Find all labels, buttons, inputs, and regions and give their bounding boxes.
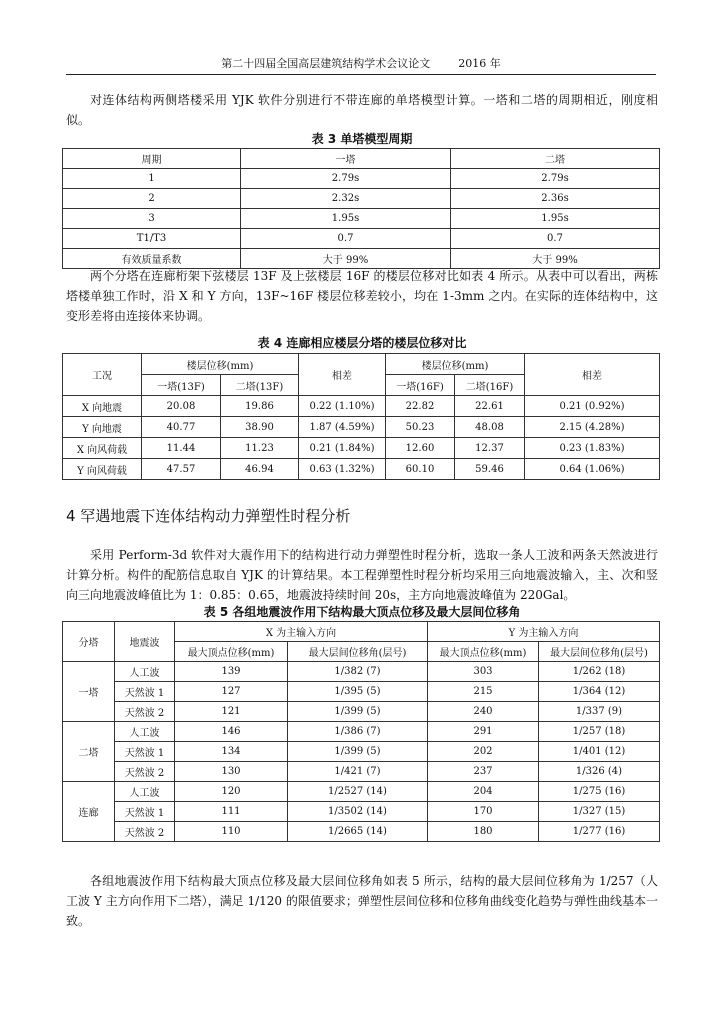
table-cell: 50.23 [386,417,455,438]
table-header-row [63,149,660,169]
table-cell: 0.7 [241,229,451,249]
running-header [66,56,656,75]
table4-caption: 表 4 连廊相应楼层分塔的楼层位移对比 [257,336,467,350]
table-cell: 139 [175,662,288,682]
table-header-cell: 一塔(16F) [386,375,455,396]
table-header-cell: 最大顶点位移(mm) [428,642,539,662]
table5 [62,621,660,842]
table-header-cell: 最大层间位移角(层号) [288,642,428,662]
table-header-cell: 二塔(13F) [221,375,299,396]
table-cell: 1/2665 (14) [288,822,428,842]
table-row [63,229,660,249]
table-row [63,209,660,229]
table-cell: 2.36s [451,189,660,209]
table-cell: 47.57 [142,459,221,480]
table-cell: 237 [428,762,539,782]
table-cell: 12.60 [386,438,455,459]
table-cell: 人工波 [115,782,175,802]
table-cell: T1/T3 [63,229,241,249]
table3 [62,148,660,269]
table-row [63,459,660,480]
table-cell: 110 [175,822,288,842]
table-cell: 天然波 1 [115,742,175,762]
table-cell: 2.32s [241,189,451,209]
table-cell: 1/401 (12) [539,742,660,762]
table-cell: 天然波 2 [115,702,175,722]
table-cell: 1/262 (18) [539,662,660,682]
table-cell: 1/277 (16) [539,822,660,842]
table-cell: 40.77 [142,417,221,438]
table-cell: 大于 99% [241,249,451,269]
table-cell: 0.21 (1.84%) [299,438,386,459]
table-row [63,762,660,782]
table-header-row [63,354,660,375]
table-cell: 天然波 2 [115,762,175,782]
table-cell: 天然波 1 [115,802,175,822]
table-cell: 1/326 (4) [539,762,660,782]
table-cell: 1 [63,169,241,189]
table-row [63,438,660,459]
table-cell: Y 向地震 [63,417,142,438]
table-cell: 180 [428,822,539,842]
table-cell: 0.63 (1.32%) [299,459,386,480]
table-header-cell: 地震波 [115,622,175,662]
paragraph-1: 对连体结构两侧塔楼采用 YJK 软件分别进行不带连廊的单塔模型计算。一塔和二塔的周期相近，刚度相似。 [66,93,658,127]
table-cell: 215 [428,682,539,702]
table-cell: 20.08 [142,396,221,417]
table-cell: 人工波 [115,722,175,742]
table-header-cell: 相差 [525,354,660,396]
table-cell: 130 [175,762,288,782]
table-cell: 人工波 [115,662,175,682]
table-header-cell: 工况 [63,354,142,396]
table-cell: 291 [428,722,539,742]
section-heading: 4 罕遇地震下连体结构动力弹塑性时程分析 [66,507,351,525]
table-row [63,742,660,762]
table-cell: 303 [428,662,539,682]
table-cell: 1/257 (18) [539,722,660,742]
table-header-row [63,622,660,642]
table-cell: 1/337 (9) [539,702,660,722]
table-header-cell: 楼层位移(mm) [142,354,299,375]
table-row [63,802,660,822]
table-cell: 1/275 (16) [539,782,660,802]
table-header-cell: 分塔 [63,622,115,662]
table-cell: 1.95s [451,209,660,229]
table-header-cell: 二塔(16F) [455,375,525,396]
table-cell: 2.79s [451,169,660,189]
table-cell: 0.21 (0.92%) [525,396,660,417]
table-cell: 204 [428,782,539,802]
table-cell: X 向风荷载 [63,438,142,459]
table-cell: 1/399 (5) [288,702,428,722]
table-header-cell: Y 为主输入方向 [428,622,660,642]
table-cell: 1/399 (5) [288,742,428,762]
table-cell: 146 [175,722,288,742]
table-cell: Y 向风荷载 [63,459,142,480]
table-cell: 38.90 [221,417,299,438]
table-cell: 170 [428,802,539,822]
table-row [63,782,660,802]
table-cell: 3 [63,209,241,229]
table-cell: 240 [428,702,539,722]
table-row [63,662,660,682]
header-title: 第二十四届全国高层建筑结构学术会议论文 [221,57,431,70]
table-cell: 1/395 (5) [288,682,428,702]
table-cell: 127 [175,682,288,702]
table-cell: 大于 99% [451,249,660,269]
table3-caption: 表 3 单塔模型周期 [311,132,413,146]
table-cell: 11.23 [221,438,299,459]
table-cell: 1/386 (7) [288,722,428,742]
table-cell: 有效质量系数 [63,249,241,269]
paragraph-3: 采用 Perform-3d 软件对大震作用下的结构进行动力弹塑性时程分析，选取一条人工波和两条天然波进行计算分析。构件的配筋信息取自 YJK 的计算结果。本工程弹塑性时程分析均采用三向地震波输入，主、次和竖向三向地震波峰值比为 1：0.85：0.65，地震波持续时间 20s，主方向地震波峰值为 220Gal。 [66,548,658,602]
table-cell: 120 [175,782,288,802]
table-cell: 48.08 [455,417,525,438]
table-cell: 111 [175,802,288,822]
table-cell: 1/382 (7) [288,662,428,682]
table-cell: 0.7 [451,229,660,249]
table-header-cell: 二塔 [451,149,660,169]
table5-caption: 表 5 各组地震波作用下结构最大顶点位移及最大层间位移角 [203,605,521,619]
table-header-cell: 一塔(13F) [142,375,221,396]
table-cell: 11.44 [142,438,221,459]
table-cell: 2.79s [241,169,451,189]
group-cell: 一塔 [63,662,115,722]
table-row [63,722,660,742]
table-row [63,169,660,189]
table-cell: 202 [428,742,539,762]
table-cell: 12.37 [455,438,525,459]
table-cell: 0.23 (1.83%) [525,438,660,459]
paragraph-4: 各组地震波作用下结构最大顶点位移及最大层间位移角如表 5 所示，结构的最大层间位移角为 1/257（人工波 Y 主方向作用下二塔），满足 1/120 的限值要求；弹塑性层间位移和位移角曲线变化趋势与弹性曲线基本一致。 [66,874,658,928]
table-cell: 134 [175,742,288,762]
table-cell: 19.86 [221,396,299,417]
table-cell: 1.87 (4.59%) [299,417,386,438]
table-cell: 1/421 (7) [288,762,428,782]
table-cell: 0.64 (1.06%) [525,459,660,480]
table-cell: 121 [175,702,288,722]
table-cell: 0.22 (1.10%) [299,396,386,417]
table-header-cell: 一塔 [241,149,451,169]
table-cell: 22.61 [455,396,525,417]
table-cell: 1.95s [241,209,451,229]
table-cell: 1/327 (15) [539,802,660,822]
table-header-cell: 相差 [299,354,386,396]
paragraph-2: 两个分塔在连廊桁架下弦楼层 13F 及上弦楼层 16F 的楼层位移对比如表 4 所示。从表中可以看出，两栋塔楼单独工作时，沿 X 和 Y 方向，13F~16F 楼层位移差较小，均在 1-3mm 之内。在实际的连体结构中，这变形差将由连接体来协调。 [66,269,658,323]
table-row [63,189,660,209]
table-header-cell: 最大层间位移角(层号) [539,642,660,662]
table-row [63,702,660,722]
table-cell: 1/364 (12) [539,682,660,702]
table-cell: X 向地震 [63,396,142,417]
group-cell: 连廊 [63,782,115,842]
table-cell: 46.94 [221,459,299,480]
table-cell: 2 [63,189,241,209]
table-row [63,417,660,438]
table-cell: 2.15 (4.28%) [525,417,660,438]
table-cell: 60.10 [386,459,455,480]
table-cell: 天然波 1 [115,682,175,702]
group-cell: 二塔 [63,722,115,782]
table-cell: 59.46 [455,459,525,480]
header-year: 2016 年 [458,57,501,70]
table-header-cell: 楼层位移(mm) [386,354,525,375]
table-cell: 22.82 [386,396,455,417]
table-cell: 1/2527 (14) [288,782,428,802]
table-row [63,822,660,842]
table4 [62,353,660,480]
table-header-cell: 最大顶点位移(mm) [175,642,288,662]
table-header-cell: 周期 [63,149,241,169]
table-cell: 1/3502 (14) [288,802,428,822]
table-cell: 天然波 2 [115,822,175,842]
table-header-cell: X 为主输入方向 [175,622,428,642]
table-row [63,396,660,417]
table-row [63,682,660,702]
